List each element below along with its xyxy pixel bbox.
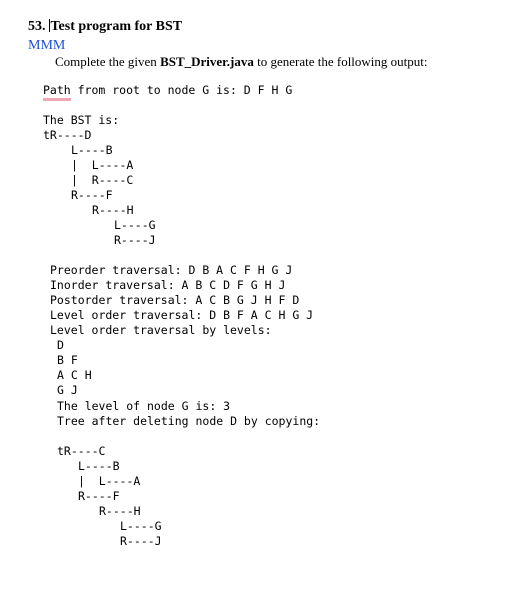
tree1-line: tR----D — [43, 128, 92, 142]
tree1-line: | R----C — [71, 173, 134, 187]
path-word-misspelled: Path — [43, 83, 71, 97]
tree1-line: L----G — [114, 218, 156, 232]
tree1-line: R----J — [114, 233, 156, 247]
tree2-line: L----G — [120, 519, 162, 533]
instruction-pre: Complete the given — [55, 54, 161, 69]
problem-number: 53. — [28, 19, 46, 34]
preorder-line: Preorder traversal: D B A C F H G J — [50, 263, 293, 277]
level-row: D — [57, 338, 64, 352]
tree1-line: | L----A — [71, 158, 134, 172]
tree2-line: tR----C — [57, 444, 106, 458]
level-of-node-line: The level of node G is: 3 — [57, 399, 231, 413]
tree2-line: | L----A — [78, 474, 141, 488]
text-cursor — [49, 19, 50, 32]
bst-heading: The BST is: — [43, 113, 120, 127]
level-order-by-levels-line: Level order traversal by levels: — [50, 323, 272, 337]
level-row: B F — [57, 353, 78, 367]
postorder-line: Postorder traversal: A C B G J H F D — [50, 293, 300, 307]
inorder-line: Inorder traversal: A B C D F G H J — [50, 278, 286, 292]
path-line — [43, 83, 292, 97]
tree2-line: R----F — [78, 489, 120, 503]
author-name: MMM — [28, 38, 66, 53]
tree2-line: R----H — [99, 504, 141, 518]
problem-title — [28, 19, 182, 35]
tree1-line: R----H — [92, 203, 134, 217]
tree2-line: L----B — [78, 459, 120, 473]
path-line-rest: from root to node G is: D F H G — [70, 83, 293, 97]
tree2-line: R----J — [120, 534, 162, 548]
level-row: G J — [57, 383, 78, 397]
level-row: A C H — [57, 368, 92, 382]
problem-title-text: Test program for BST — [50, 19, 183, 34]
instruction-filename: BST_Driver.java — [160, 54, 254, 69]
instruction-post: to generate the following output: — [253, 54, 428, 69]
level-order-line: Level order traversal: D B F A C H G J — [50, 308, 314, 322]
after-delete-line: Tree after deleting node D by copying: — [57, 414, 321, 428]
tree1-line: L----B — [71, 143, 113, 157]
tree1-line: R----F — [71, 188, 113, 202]
instruction-text — [55, 54, 428, 70]
